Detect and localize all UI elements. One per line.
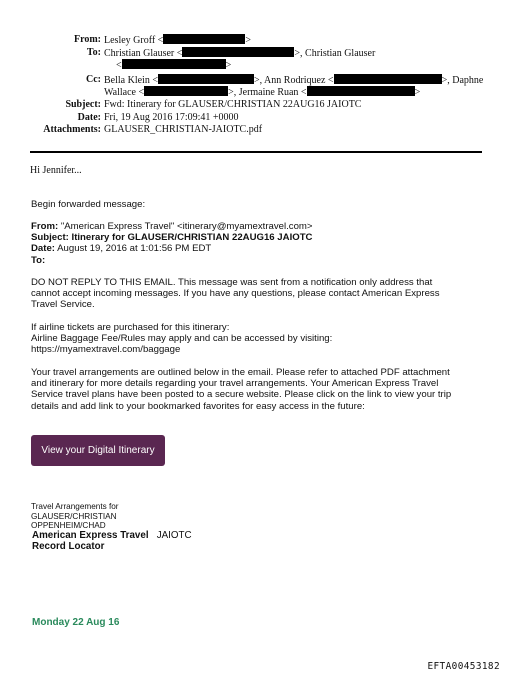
greeting: Hi Jennifer... <box>30 165 82 176</box>
header-divider <box>30 151 482 153</box>
cc-label: Cc: <box>86 73 101 85</box>
record-locator-label: Record Locator <box>32 541 105 553</box>
date-value: Fri, 19 Aug 2016 17:09:41 +0000 <box>104 111 239 123</box>
forwarded-header <box>31 221 313 266</box>
redaction-bar <box>158 74 254 84</box>
redaction-bar <box>122 59 226 69</box>
attachments-label: Attachments: <box>43 124 101 136</box>
subject-row <box>0 99 512 112</box>
fwd-subject-row: Subject: Itinerary for GLAUSER/CHRISTIAN 22AUG16 JAIOTC <box>31 232 313 244</box>
date-row <box>0 112 512 125</box>
attachment-file-link[interactable]: GLAUSER_CHRISTIAN-JAIOTC.pdf <box>104 124 263 136</box>
redaction-bar <box>144 86 228 96</box>
attachments-row <box>0 124 512 137</box>
document-id: EFTA00453182 <box>427 661 500 672</box>
from-row: From: Lesley Groff < > <box>73 34 251 46</box>
redaction-bar <box>182 47 294 57</box>
fwd-date-row: Date: August 19, 2016 at 1:01:56 PM EDT <box>31 243 212 255</box>
from-name: Lesley Groff < <box>104 35 164 46</box>
baggage-paragraph: If airline tickets are purchased for this itinerary: Airline Baggage Fee/Rules may apply and can be accessed by visiting: https://myamextravel.com/baggage <box>31 322 333 356</box>
travel-arrangements: Travel Arrangements for GLAUSER/CHRISTIAN OPPENHEIM/CHAD <box>31 502 119 531</box>
redaction-bar <box>307 86 415 96</box>
fwd-to-row: To: <box>31 254 46 266</box>
date-label: Date: <box>77 111 101 123</box>
day-heading: Monday 22 Aug 16 <box>32 617 120 628</box>
redaction-bar <box>334 74 442 84</box>
forwarded-intro: Begin forwarded message: <box>31 199 146 210</box>
amex-label: American Express Travel <box>32 530 149 541</box>
to-row-2: < > <box>116 60 232 72</box>
cc-row-2: Wallace < >, Jermaine Ruan < > <box>104 87 421 99</box>
cc-row: Cc: Bella Klein < >, Ann Rodriquez < >, Daphne <box>86 73 484 86</box>
to-label: To: <box>86 46 101 58</box>
from-label: From: <box>73 34 101 45</box>
amex-record <box>32 530 192 552</box>
redaction-bar <box>163 34 245 44</box>
subject-label: Subject: <box>65 98 101 110</box>
subject-value: Fwd: Itinerary for GLAUSER/CHRISTIAN 22AUG16 JAIOTC <box>104 98 362 110</box>
fwd-from-row: From: "American Express Travel" <itinerary@myamextravel.com> <box>31 221 313 232</box>
fwd-from-email[interactable]: "American Express Travel" <itinerary@myamextravel.com> <box>60 221 313 232</box>
email-header <box>0 34 512 137</box>
to-row: To: Christian Glauser < >, Christian Glauser <box>86 46 376 59</box>
baggage-link[interactable]: https://myamextravel.com/baggage <box>31 344 181 356</box>
view-itinerary-button[interactable]: View your Digital Itinerary <box>31 435 165 466</box>
record-code: JAIOTC <box>156 530 192 541</box>
no-reply-paragraph: DO NOT REPLY TO THIS EMAIL. This message was sent from a notification only address that cannot accept incoming messages. If you have any questions, please contact American Express Travel Service. <box>31 277 440 311</box>
itinerary-paragraph: Your travel arrangements are outlined below in the email. Please refer to attached PDF attachment and itinerary for more details regarding your travel arrangements. Your American Express Travel Service travel plans have been posted to a secure website. Please click on the link to view your trip details and add link to your bookmarked favorites for easy access in the future: <box>31 367 452 412</box>
